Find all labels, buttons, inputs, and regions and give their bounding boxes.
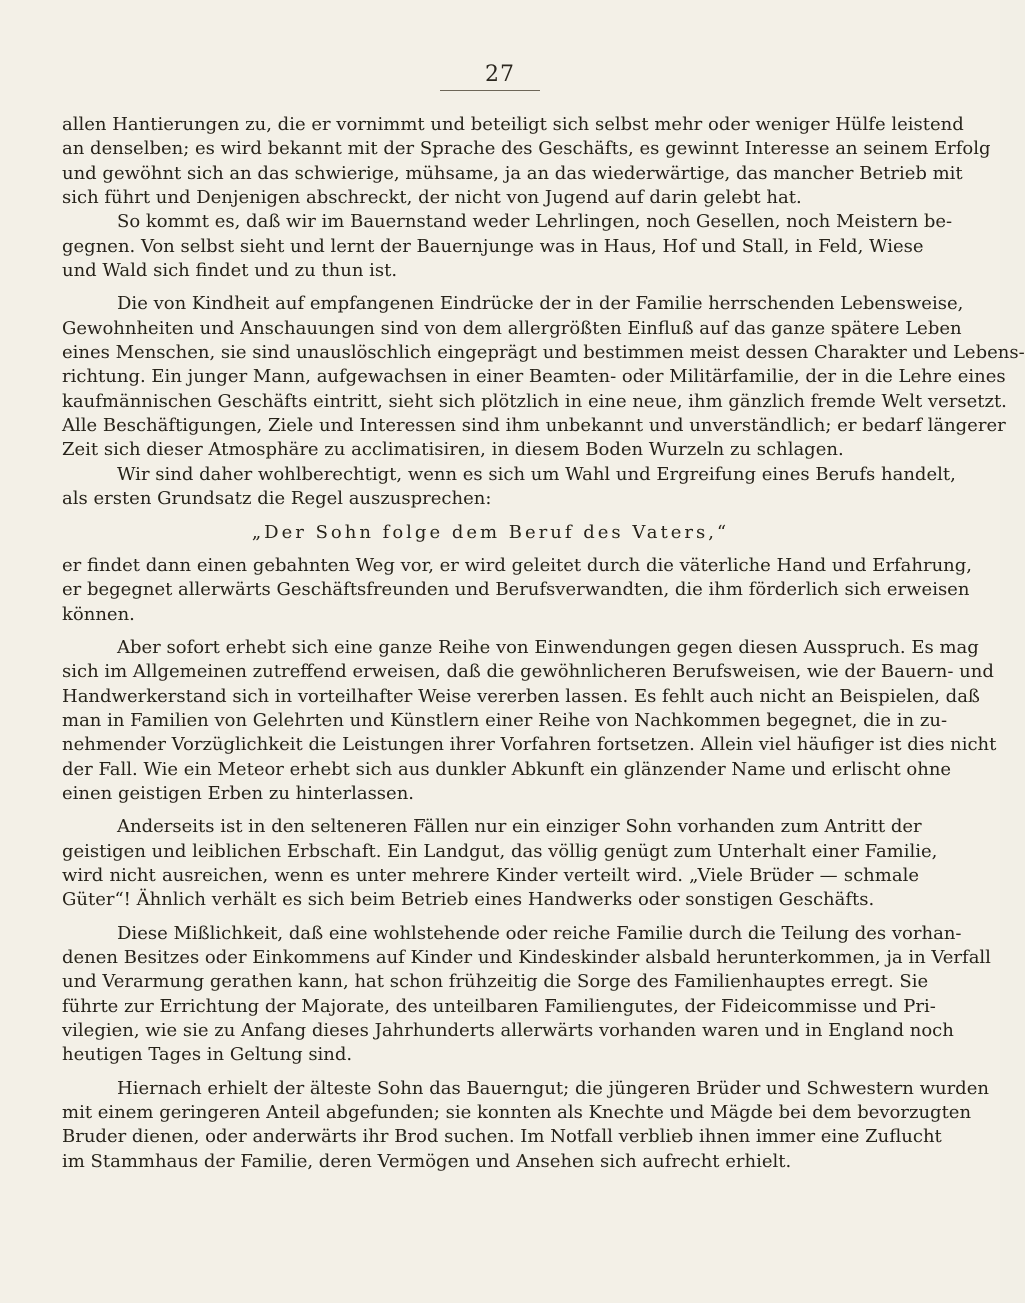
text-line: einen geistigen Erben zu hinterlassen.: [62, 782, 415, 804]
text-line: der Fall. Wie ein Meteor erhebt sich aus dunkler Abkunft ein glänzender Name und erlischt ohne: [62, 758, 952, 780]
text-line: er findet dann einen gebahnten Weg vor, er wird geleitet durch die väterliche Hand und Erfahrung,: [62, 554, 973, 576]
text-line: kaufmännischen Geschäfts eintritt, sieht sich plötzlich in eine neue, ihm gänzlich fremde Welt versetzt.: [62, 390, 1007, 412]
text-line: können.: [62, 603, 135, 625]
text-line: denen Besitzes oder Einkommens auf Kinder und Kindeskinder alsbald herunterkommen, ja in Verfall: [62, 947, 991, 968]
text-line: gegnen. Von selbst sieht und lernt der Bauernjunge was in Haus, Hof und Stall, in Feld, Wiese: [62, 235, 924, 257]
text-line: nehmender Vorzüglichkeit die Leistungen ihrer Vorfahren fortsetzen. Allein viel häufiger ist dies nicht: [62, 734, 997, 756]
text-line: richtung. Ein junger Mann, aufgewachsen in einer Beamten- oder Militärfamilie, der in die Lehre eines: [62, 366, 1006, 388]
text-line: Alle Beschäftigungen, Ziele und Interessen sind ihm unbekannt und unverständlich; er bedarf längerer: [62, 415, 1006, 437]
paragraph-gap: [62, 913, 919, 922]
text-line: er begegnet allerwärts Geschäftsfreunden und Berufsverwandten, die ihm förderlich sich erweisen: [62, 579, 970, 601]
text-line: als ersten Grundsatz die Regel auszusprechen:: [62, 488, 492, 510]
text-line: Anderseits ist in den selteneren Fällen nur ein einziger Sohn vorhanden zum Antritt der: [117, 816, 922, 838]
text-line: man in Familien von Gelehrten und Künstlern einer Reihe von Nachkommen begegnet, die in zu-: [62, 709, 948, 731]
text-line: und Verarmung gerathen kann, hat schon frühzeitig die Sorge des Familienhauptes erregt. Sie: [62, 971, 929, 993]
paragraph: [62, 815, 938, 912]
text-line: Güter“! Ähnlich verhält es sich beim Betrieb eines Handwerks oder sonstigen Geschäfts.: [62, 889, 875, 911]
text-line: Diese Mißlichkeit, daß eine wohlstehende oder reiche Familie durch die Teilung des vorhan-: [117, 922, 962, 944]
paragraph: [62, 463, 956, 512]
text-line: eines Menschen, sie sind unauslöschlich eingeprägt und bestimmen meist dessen Charakter und Lebens-: [62, 342, 1025, 364]
body-text: [62, 113, 1025, 1174]
text-line: im Stammhaus der Familie, deren Vermögen und Ansehen sich aufrecht erhielt.: [62, 1150, 792, 1172]
text-line: geistigen und leiblichen Erbschaft. Ein Landgut, das völlig genügt zum Unterhalt einer Familie,: [62, 840, 938, 862]
paragraph: [62, 922, 991, 1068]
text-line: Die von Kindheit auf empfangenen Eindrücke der in der Familie herrschenden Lebensweise,: [117, 293, 964, 315]
text-line: allen Hantierungen zu, die er vornimmt und beteiligt sich selbst mehr oder weniger Hülfe leistend: [62, 114, 964, 135]
text-line: Aber sofort erhebt sich eine ganze Reihe von Einwendungen gegen diesen Ausspruch. Es mag: [117, 636, 979, 658]
text-line: So kommt es, daß wir im Bauernstand weder Lehrlingen, noch Gesellen, noch Meistern be-: [117, 211, 953, 233]
paragraph-gap: [62, 806, 919, 815]
quotation: [62, 521, 919, 545]
text-line: sich führt und Denjenigen abschreckt, der nicht von Jugend auf darin gelebt hat.: [62, 187, 802, 209]
paragraph-gap: [62, 512, 919, 521]
paragraph-gap: [62, 1068, 919, 1077]
text-line: Hiernach erhielt der älteste Sohn das Bauerngut; die jüngeren Brüder und Schwestern wurden: [117, 1077, 989, 1099]
text-line: Handwerkerstand sich in vorteilhafter Weise vererben lassen. Es fehlt auch nicht an Beispielen, daß: [62, 685, 980, 707]
page-number: 27: [485, 62, 515, 87]
text-line: mit einem geringeren Anteil abgefunden; sie konnten als Knechte und Mägde bei dem bevorzugten: [62, 1102, 972, 1124]
text-line: führte zur Errichtung der Majorate, des unteilbaren Familiengutes, der Fideicommisse und Pri-: [62, 995, 936, 1017]
paragraph-gap: [62, 545, 919, 554]
text-line: heutigen Tages in Geltung sind.: [62, 1044, 353, 1066]
paragraph: [62, 210, 953, 283]
paragraph: [62, 636, 997, 806]
paragraph: [62, 292, 1025, 462]
text-line: sich im Allgemeinen zutreffend erweisen, daß die gewöhnlicheren Berufsweisen, wie der Bauern- und: [62, 661, 994, 683]
quote-line: „Der Sohn folge dem Beruf des Vaters,“: [251, 521, 730, 543]
paragraph-gap: [62, 283, 919, 292]
text-line: Wir sind daher wohlberechtigt, wenn es sich um Wahl und Ergreifung eines Berufs handelt,: [117, 463, 956, 485]
text-line: und gewöhnt sich an das schwierige, mühsame, ja an das wiederwärtige, das mancher Betrieb mit: [62, 162, 963, 184]
paragraph: [62, 113, 991, 210]
paragraph: [62, 554, 973, 627]
paragraph: [62, 1077, 989, 1174]
text-line: an denselben; es wird bekannt mit der Sprache des Geschäfts, es gewinnt Interesse an seinem Erfolg: [62, 138, 991, 160]
page-number-rule: [440, 90, 540, 91]
text-line: vilegien, wie sie zu Anfang dieses Jahrhunderts allerwärts vorhanden waren und in England noch: [62, 1020, 954, 1042]
text-line: Gewohnheiten und Anschauungen sind von dem allergrößten Einfluß auf das ganze spätere Leben: [62, 317, 962, 339]
text-line: und Wald sich findet und zu thun ist.: [62, 260, 398, 282]
text-line: Bruder dienen, oder anderwärts ihr Brod suchen. Im Notfall verblieb ihnen immer eine Zuflucht: [62, 1126, 942, 1148]
paragraph-gap: [62, 627, 919, 636]
text-line: Zeit sich dieser Atmosphäre zu acclimatisiren, in diesem Boden Wurzeln zu schlagen.: [62, 439, 844, 461]
text-line: wird nicht ausreichen, wenn es unter mehrere Kinder verteilt wird. „Viele Brüder — schmale: [62, 864, 919, 886]
